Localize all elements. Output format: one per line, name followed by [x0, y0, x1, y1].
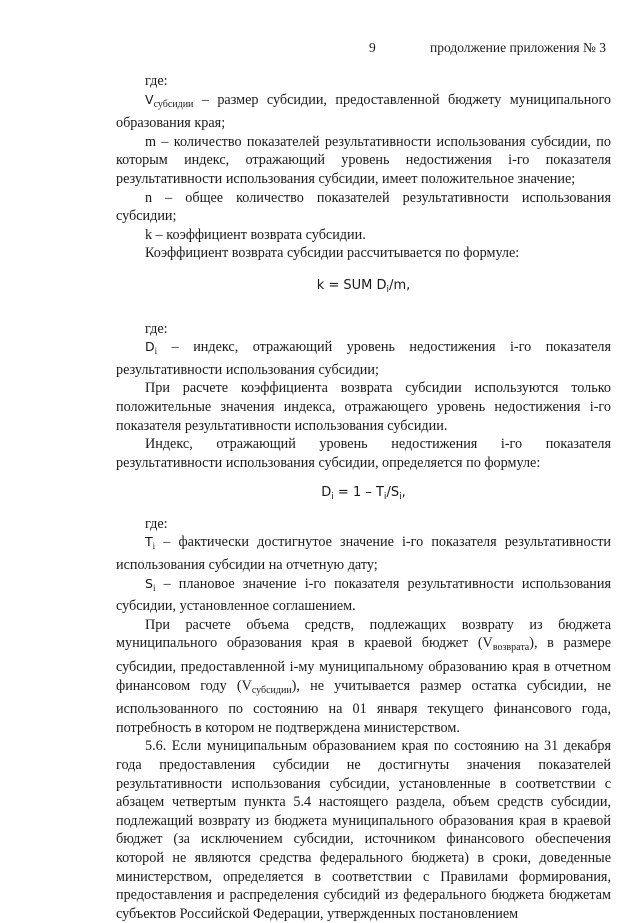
formula-k-left: k = SUM D [316, 277, 387, 293]
formula-d [116, 484, 611, 507]
formula-d-mid: = 1 – T [333, 485, 384, 501]
formula-d-slash: /S [386, 485, 400, 501]
page-number: 9 [369, 40, 376, 55]
formula-k-right: /m, [389, 277, 411, 293]
symbol-s: S [145, 575, 153, 591]
symbol-v-subscript: субсидии [153, 98, 194, 110]
formula-d-t-sub: i [383, 492, 387, 503]
formula-k [116, 277, 611, 300]
formula-d-d: D [321, 485, 332, 501]
formula-d-end: , [401, 485, 406, 501]
symbol-v: V [145, 91, 154, 107]
symbol-t-subscript: i [152, 541, 156, 552]
symbol-t: T [145, 534, 153, 550]
formula-k-sub: i [386, 284, 390, 295]
def-n: n – общее количество показателей результативности использования субсидии; [116, 189, 611, 225]
def-v-text: – размер субсидии, предоставленной бюджету муниципального образования края; [116, 91, 611, 132]
def-d [116, 338, 611, 379]
v-subsidy-subscript: субсидии [251, 684, 292, 696]
symbol-d: D [145, 339, 155, 355]
document-body [116, 72, 611, 923]
def-m: m – количество показателей результативности использования субсидии, по которым индекс, отражающий уровень недостижения i-го показателя результативности использования субсидии, имеет положительное значение; [116, 133, 611, 187]
para-index-intro: Индекс, отражающий уровень недостижения i-го показателя результативности использования субсидии, определяется по формуле: [116, 436, 611, 471]
where-label-1: где: [145, 73, 168, 89]
def-k: k – коэффициент возврата субсидии. [145, 226, 366, 243]
para-return-b: ), в размере субсидии, предоставленной i-му муниципальному образованию края в отчетном финансовом году (V [116, 635, 611, 694]
symbol-d-subscript: i [154, 346, 158, 357]
v-return-subscript: возврата [492, 642, 530, 654]
para-positive-values: При расчете коэффициента возврата субсидии используются только положительные значения индекса, отражающего уровень недостижения i-го показателя результативности использования субсидии. [116, 380, 611, 434]
def-s [116, 575, 611, 616]
def-s-text: – плановое значение i-го показателя результативности использования субсидии, установленное соглашением. [116, 575, 611, 615]
continuation-label: продолжение приложения № 3 [430, 40, 607, 55]
para-return-volume [116, 616, 611, 738]
def-t [116, 533, 611, 574]
where-label-3: где: [145, 515, 168, 532]
where-label-2: где: [145, 320, 168, 337]
para-return-a: При расчете объема средств, подлежащих возврату из бюджета муниципального образования края в краевой бюджет (V [116, 616, 611, 652]
section-5-6: 5.6. Если муниципальным образованием края по состоянию на 31 декабря года предоставления субсидии не достигнуты значения показателей результативности использования субсидии, установленные в соответствии с абзацем четвертым пункта 5.4 настоящего раздела, объем средств субсидии, подлежащий возврату из бюджета муниципального образования края в краевой бюджет (за исключением субсидии, источником финансового обеспечения которой не являются средства федерального бюджета) в сроки, доведенные министерством, определяется в соответствии с Правилами формирования, предоставления и распределения субсидий из федерального бюджета бюджетам субъектов Российской Федерации, утвержденных постановлением [116, 738, 611, 922]
formula-d-d-sub: i [331, 492, 334, 503]
coef-intro: Коэффициент возврата субсидии рассчитывается по формуле: [145, 245, 520, 262]
para-return-c: ), не учитывается размер остатка субсидии, не использованного по состоянию на 01 января текущего финансового года, потребность в котором не подтверждена министерством. [116, 677, 611, 736]
symbol-s-subscript: i [152, 582, 156, 593]
def-t-text: – фактически достигнутое значение i-го показателя результативности использования субсидии на отчетную дату; [116, 534, 611, 574]
def-v-subsidy [116, 91, 611, 133]
formula-d-s-sub: i [399, 492, 402, 503]
def-d-text: – индекс, отражающий уровень недостижения i-го показателя результативности использования субсидии; [116, 339, 611, 378]
